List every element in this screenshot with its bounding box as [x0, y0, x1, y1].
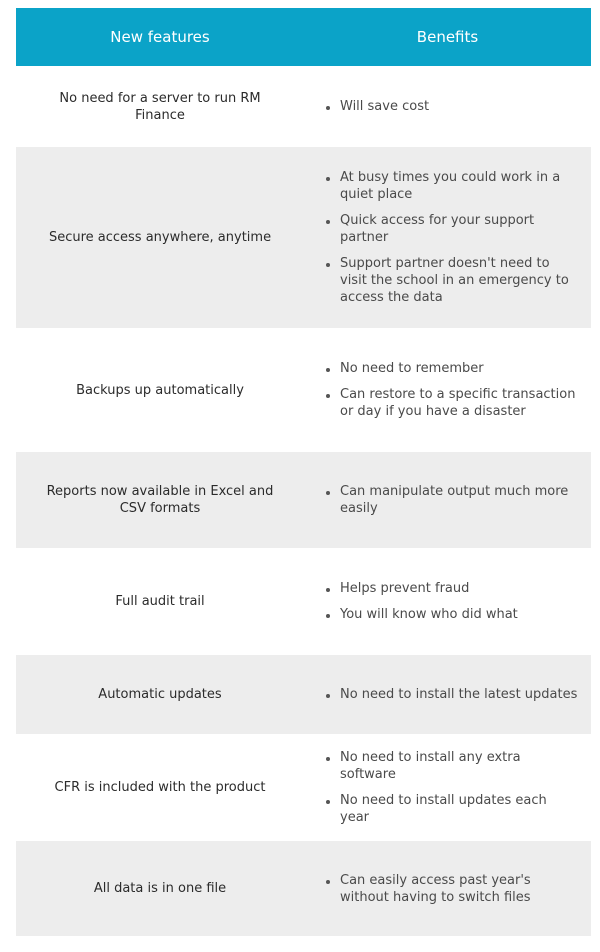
- benefit-item: Will save cost: [322, 98, 579, 115]
- header-benefits: Benefits: [416, 28, 479, 46]
- benefits-cell: [304, 686, 591, 703]
- table-row: [16, 841, 591, 936]
- benefit-item: No need to remember: [322, 360, 579, 377]
- benefit-item: Quick access for your support partner: [322, 212, 579, 246]
- table-row: [16, 734, 591, 841]
- benefit-item: Helps prevent fraud: [322, 580, 579, 597]
- benefits-cell: [304, 360, 591, 420]
- benefit-item: No need to install the latest updates: [322, 686, 579, 703]
- benefits-list: [322, 580, 579, 623]
- benefits-list: [322, 686, 579, 703]
- benefits-cell: [304, 872, 591, 906]
- benefit-item: No need to install any extra software: [322, 749, 579, 783]
- benefits-cell: [304, 169, 591, 306]
- feature-cell: Backups up automatically: [76, 382, 244, 398]
- table-row: [16, 147, 591, 328]
- feature-cell: Full audit trail: [115, 594, 205, 609]
- feature-cell: All data is in one file: [93, 881, 227, 896]
- table-row: [16, 328, 591, 452]
- benefit-item: At busy times you could work in a quiet place: [322, 169, 579, 203]
- table-row: [16, 548, 591, 655]
- benefits-list: [322, 872, 579, 906]
- benefit-item: Can easily access past year's without having to switch files: [322, 872, 579, 906]
- benefit-item: No need to install updates each year: [322, 792, 579, 826]
- benefits-list: [322, 360, 579, 420]
- benefits-list: [322, 169, 579, 306]
- benefits-list: [322, 749, 579, 826]
- table-row: [16, 66, 591, 147]
- benefits-list: [322, 98, 579, 115]
- benefit-item: Can restore to a specific transaction or day if you have a disaster: [322, 386, 579, 420]
- benefits-cell: [304, 580, 591, 623]
- header-new-features: New features: [110, 27, 210, 46]
- benefits-list: [322, 483, 579, 517]
- feature-cell: No need for a server to run RM Finance: [59, 90, 261, 123]
- benefits-cell: [304, 483, 591, 517]
- feature-cell: Automatic updates: [98, 687, 222, 702]
- table-row: [16, 655, 591, 734]
- table-header: [16, 8, 591, 66]
- feature-cell: Secure access anywhere, anytime: [48, 230, 272, 245]
- benefit-item: Support partner doesn't need to visit the school in an emergency to access the data: [322, 255, 579, 306]
- table-row: [16, 452, 591, 548]
- benefit-item: Can manipulate output much more easily: [322, 483, 579, 517]
- benefits-cell: [304, 98, 591, 115]
- feature-cell: Reports now available in Excel and CSV formats: [46, 484, 274, 516]
- benefit-item: You will know who did what: [322, 606, 579, 623]
- feature-cell: CFR is included with the product: [54, 780, 266, 795]
- features-benefits-table: [16, 8, 591, 936]
- benefits-cell: [304, 749, 591, 826]
